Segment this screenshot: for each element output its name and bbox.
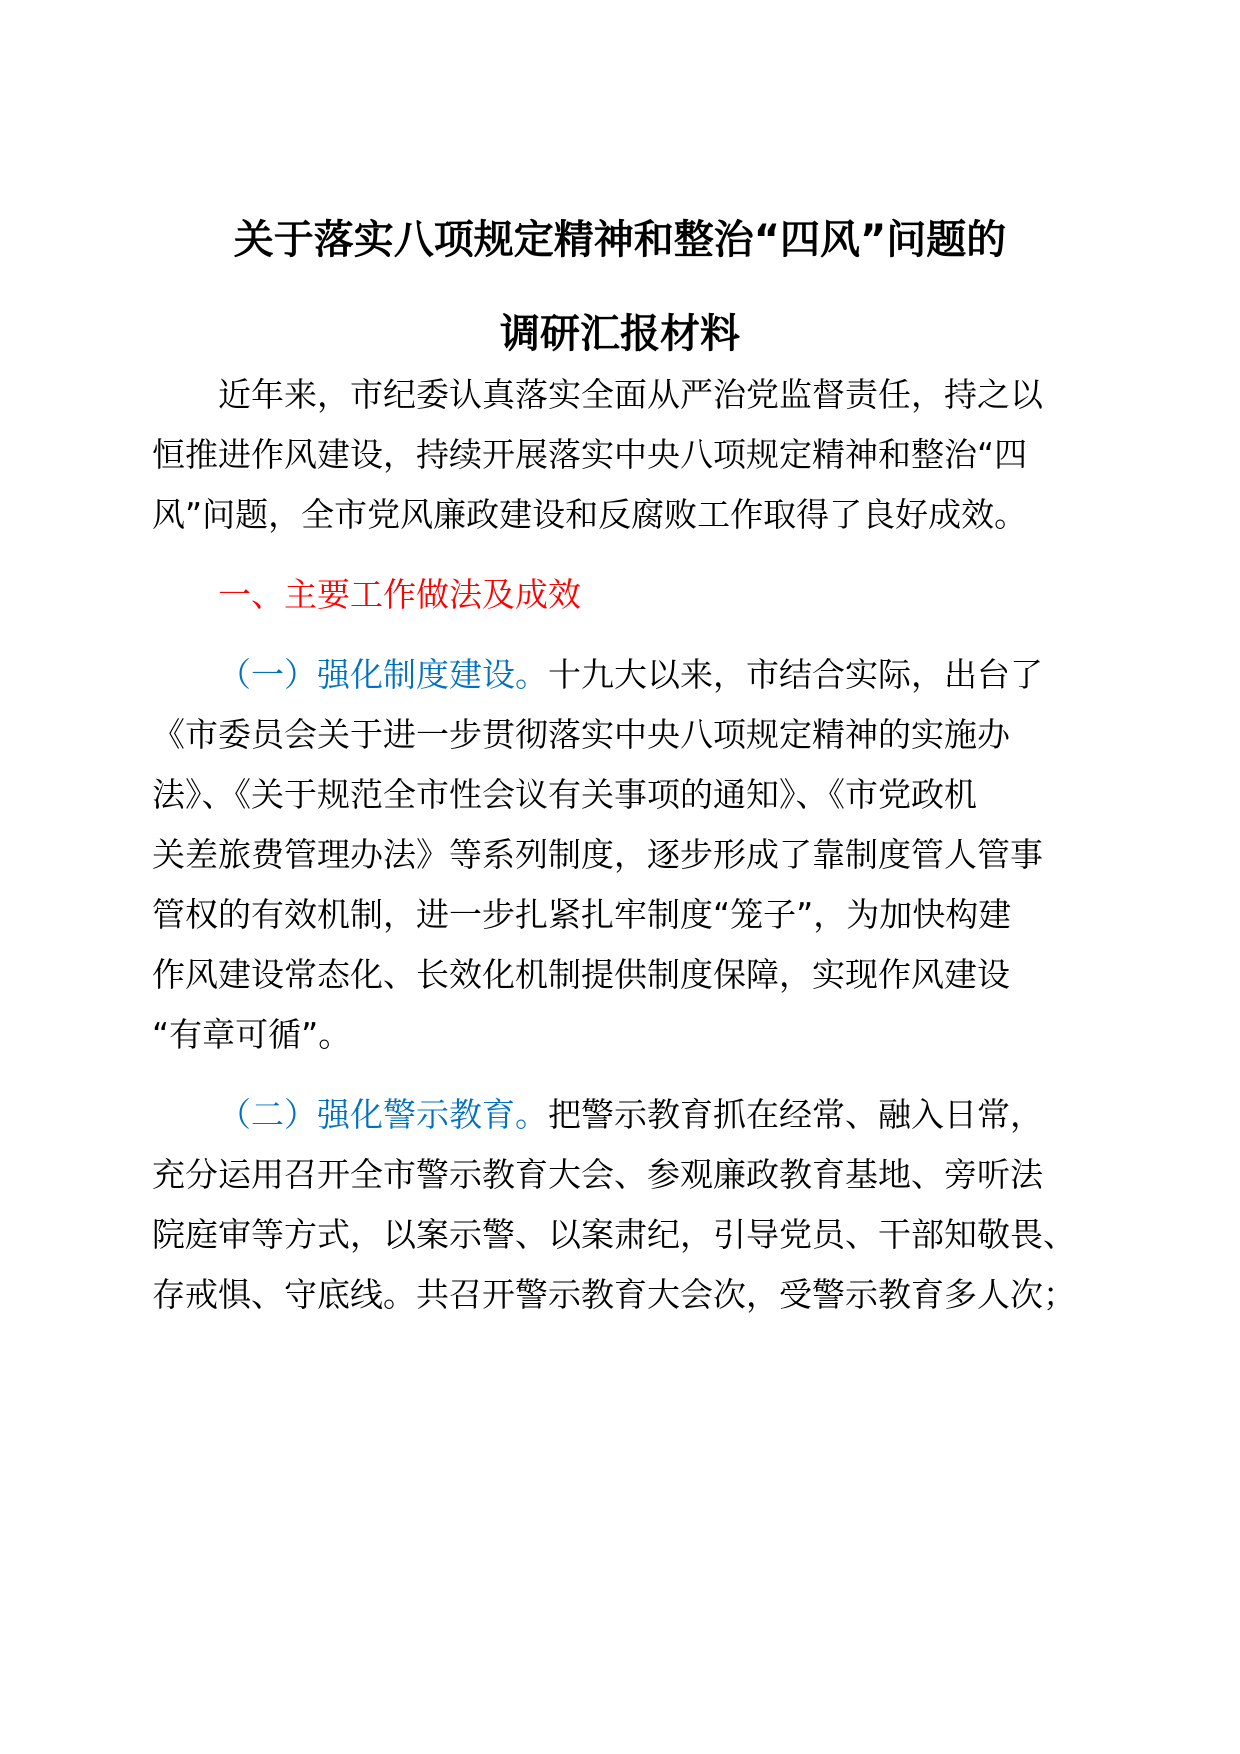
item1-label: （一）强化制度建设。 bbox=[218, 655, 548, 694]
item1-line-5: 管权的有效机制，进一步扎紧扎牢制度“笼子”，为加快构建 bbox=[152, 895, 1012, 934]
section-heading-1: 一、主要工作做法及成效 bbox=[218, 575, 581, 614]
item1-line-1-text: 十九大以来，市结合实际，出台了 bbox=[548, 655, 1043, 694]
document-title-line-1: 关于落实八项规定精神和整治“四风”问题的 bbox=[233, 217, 1007, 263]
intro-line-3: 风”问题，全市党风廉政建设和反腐败工作取得了良好成效。 bbox=[152, 495, 1028, 534]
document-title-line-2: 调研汇报材料 bbox=[500, 311, 740, 357]
item2-line-3: 院庭审等方式，以案示警、以案肃纪，引导党员、干部知敬畏、 bbox=[152, 1215, 1076, 1254]
item2-line-1-text: 把警示教育抓在经常、融入日常， bbox=[548, 1095, 1043, 1134]
item1-line-4: 关差旅费管理办法》等系列制度，逐步形成了靠制度管人管事 bbox=[152, 835, 1043, 874]
item2-line-1 bbox=[218, 1090, 1043, 1140]
item1-line-2: 《市委员会关于进一步贯彻落实中央八项规定精神的实施办 bbox=[152, 715, 1010, 754]
item1-line-7: “有章可循”。 bbox=[152, 1015, 352, 1054]
item1-line-6: 作风建设常态化、长效化机制提供制度保障，实现作风建设 bbox=[152, 955, 1010, 994]
intro-line-2: 恒推进作风建设，持续开展落实中央八项规定精神和整治“四 bbox=[152, 435, 1028, 474]
item2-label: （二）强化警示教育。 bbox=[218, 1095, 548, 1134]
item1-line-1 bbox=[218, 650, 1043, 700]
item1-line-3: 法》、《关于规范全市性会议有关事项的通知》、《市党政机 bbox=[152, 775, 977, 814]
item2-line-2: 充分运用召开全市警示教育大会、参观廉政教育基地、旁听法 bbox=[152, 1155, 1043, 1194]
item2-line-4: 存戒惧、守底线。共召开警示教育大会次，受警示教育多人次； bbox=[152, 1275, 1076, 1314]
intro-line-1: 近年来，市纪委认真落实全面从严治党监督责任，持之以 bbox=[218, 375, 1043, 414]
